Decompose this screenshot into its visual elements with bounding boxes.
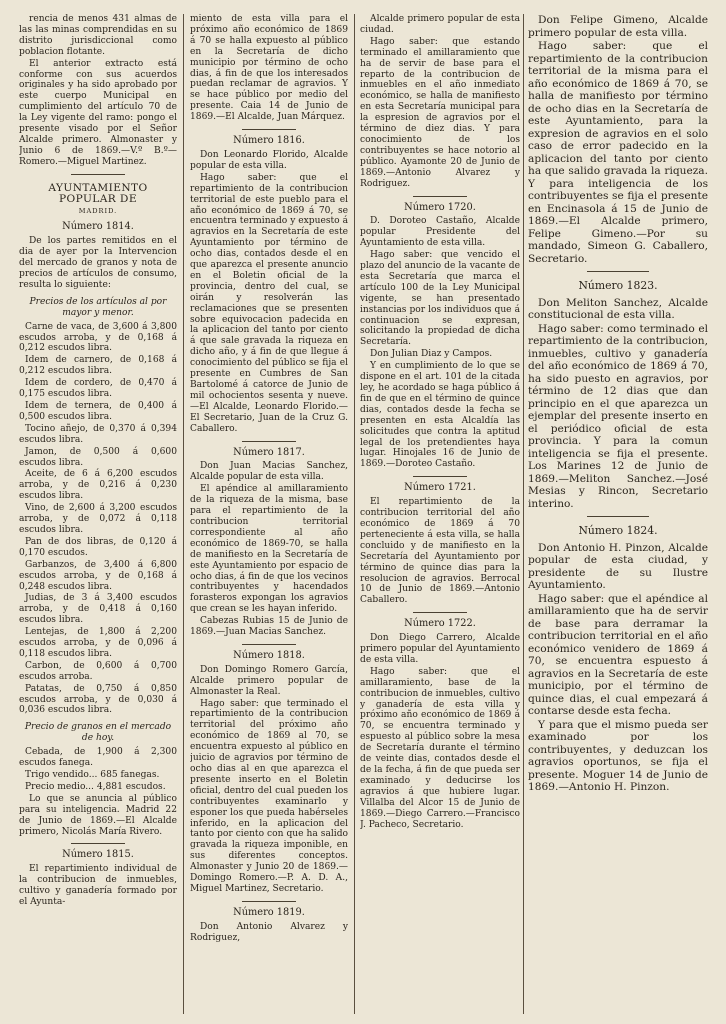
price-item: Pan de dos libras, de 0,120 á 0,170 escudos. [19,536,177,558]
paragraph: Hago saber: que el apéndice al amillaramiento que ha de servir de base para derramar la contribucion territorial en el año económico venidero de 1869 á 70, se encuentra espuesto á agravios en la Secretaría de este municipio, por el término de quince dias, el cual empezará á contarse desde esta fecha. [528,592,708,717]
separator-rule [242,441,296,442]
price-item: Jamon, de 0,500 á 0,600 escudos libra. [19,446,177,468]
price-item: Trigo vendido... 685 fanegas. [25,770,160,780]
price-item: Garbanzos, de 3,400 á 6,800 escudos arroba, y de 0,168 á 0,248 escudos libra. [19,559,177,592]
price-item: Tocino añejo, de 0,370 á 0,394 escudos libra. [19,423,177,445]
paragraph: De los partes remitidos en el dia de ayer por la Intervencion del mercado de granos y nota de precios de artículos de consumo, resulta lo siguiente: [19,236,177,290]
paragraph: Hago saber: que estando terminado el amillaramiento que ha de servir de base para el reparto de la contribucion de inmuebles en el año inmediato económico, se halla de manifiesto en esta Secretaría municipal para la espresion de agravios por el término de diez dias. Y para conocimiento de los contribuyentes se hace notorio al público. Ayamonte 20 de Junio de 1869.—Antonio Alvarez y Rodriguez. [360,36,520,189]
italic-subheading: Precios de los artículos al por mayor y menor. [29,296,167,318]
paragraph: Hago saber: que el repartimiento de la contribucion territorial de la misma para el año económico de 1869 á 70, se halla de manifiesto por término de ocho dias en la Secretaría de este Ayuntamiento, para la expresion de agravios en el solo caso de error padecido en la aplicacion del tanto por ciento ha que salido gravada la riqueza. Y para inteligencia de los contribuyentes se fija el presente en Encinasola á 15 de Junio de 1869.—El Alcalde primero, Felipe Gimeno.—Por su mandado, Simeon G. Caballero, Secretario. [528,40,708,265]
paragraph: D. Doroteo Castaño, Alcalde popular Presidente del Ayuntamiento de esta villa. [360,216,520,249]
column-rule [354,14,355,1014]
paragraph: Don Juan Macias Sanchez, Alcalde popular de esta villa. [190,461,348,483]
paragraph: Don Antonio Alvarez y Rodriguez, [190,921,348,943]
column-2 [190,14,348,1014]
paragraph: Don Meliton Sanchez, Alcalde constitucional de esta villa. [528,296,708,321]
paragraph: El repartimiento individual de la contribucion de inmuebles, cultivo y ganadería formado por el Ayunta- [19,864,177,908]
paragraph: Don Diego Carrero, Alcalde primero popular del Ayuntamiento de esta villa. [360,633,520,665]
separator-rule [71,843,125,844]
column-1 [19,14,177,1014]
separator-rule [242,129,296,130]
column-3 [360,14,520,1014]
notice-number: Número 1720. [404,201,476,213]
column-4 [528,14,708,1014]
column-rule [523,14,524,1014]
notice-number: Número 1819. [233,906,305,918]
separator-rule [242,644,296,645]
notice-number: Número 1817. [233,446,305,458]
paragraph: Hago saber: que vencido el plazo del anuncio de la vacante de esta Secretaría que marca el artículo 100 de la Ley Municipal vigente, se han presentado instancias por los individuos que á continuacion se expresan, solicitando la propiedad de dicha Secretaría. [360,250,520,348]
paragraph: Hago saber: que el repartimiento de la contribucion territorial de este pueblo para el año económico de 1869 á 70, se encuentra terminado y expuesto á agravios en la Secretaría de este Ayuntamiento por término de ocho dias, contados desde el en que aparezca el presente anuncio en el Boletin oficial de la provincia, dentro del cual, se oirán y resolverán las reclamaciones que se presenten sobre equivocacion padecida en la aplicacion del tanto por ciento á que sale gravada la riqueza en dicho año, y á fin de que llegue á conocimiento del público se fija el presente en Cumbres de San Bartolomé á catorce de Junio de mil ochocientos sesenta y nueve.—El Alcalde, Leonardo Florido.—El Secretario, Juan de la Cruz G. Caballero. [190,172,348,434]
price-item: Judias, de 3 á 3,400 escudos arroba, y de 0,418 á 0,160 escudos libra. [19,593,177,626]
price-item: Patatas, de 0,750 á 0,850 escudos arroba, y de 0,030 á 0,036 escudos libra. [19,683,177,716]
paragraph: Y en cumplimiento de lo que se dispone en el art. 101 de la citada ley, he acordado se haga público á fin de que en el término de quince dias, contados desde la fecha se presenten en esta Alcaldía las solicitudes que contra la aptitud legal de los pretendientes haya lugar. Hinojales 16 de Junio de 1869.—Doroteo Castaño. [360,361,520,470]
notice-number: Número 1818. [233,649,305,661]
price-item: Idem de carnero, de 0,168 á 0,212 escudos libra. [19,355,177,377]
paragraph: Alcalde primero popular de esta ciudad. [360,14,520,35]
separator-rule [71,174,125,175]
notice-number: Número 1722. [404,618,476,630]
price-item: Carne de vaca, de 3,600 á 3,800 escudos arroba, y de 0,168 á 0,212 escudos libra. [19,321,177,354]
price-item: Idem de cordero, de 0,470 á 0,175 escudos libra. [19,378,177,400]
price-item: Aceite, de 6 á 6,200 escudos arroba, y de 0,216 á 0,230 escudos libra. [19,469,177,502]
notice-number: Número 1824. [578,524,658,537]
paragraph: Hago saber: que terminado el repartimiento de la contribucion territorial del próximo año económico de 1869 al 70, se encuentra expuesto al público en juicio de agravios por término de ocho dias al en que aparezca el presente inserto en el Boletin oficial, dentro del cual pueden los contribuyentes examinarlo y esponer los que pueda habérseles inferido, en la aplicacion del tanto por ciento con que ha salido gravada la riqueza imponible, en sus diferentes conceptos. Almonaster y Junio 20 de 1869.—Domingo Romero.—P. A. D. A., Miguel Martinez, Secretario. [190,698,348,894]
separator-rule [587,271,648,272]
notice-number: Número 1823. [578,279,658,292]
paragraph-continued: miento de esta villa para el próximo año económico de 1869 á 70 se halla expuesto al público en la Secretaría de dicho municipio por término de ocho dias, á fin de que los interesados puedan reclamar de agravios. Y se hace público por medio del presente. Caia 14 de Junio de 1869.—El Alcalde, Juan Márquez. [190,14,348,123]
paragraph: Y para que el mismo pueda ser examinado por los contribuyentes, y deduzcan los agravios oportunos, se fija el presente. Moguer 14 de Junio de 1869.—Antonio H. Pinzon. [528,718,708,793]
price-item: Cebada, de 1,900 á 2,300 escudos fanega. [19,747,177,769]
separator-rule [413,612,467,613]
separator-rule [413,476,467,477]
price-item: Precio medio... 4,881 escudos. [25,781,166,792]
paragraph: Hago saber: como terminado el repartimiento de la contribucion, inmuebles, cultivo y ganadería del año económico de 1869 á 70, ha sido puesto en agravios, por término de 12 dias que dan principio en el que aparezca un ejemplar del presente inserto en el periódico oficial de esta provincia. Y para la comun inteligencia se fija el presente. Los Marines 12 de Junio de 1869.—Meliton Sanchez.—José Mesias y Rincon, Secretario interino. [528,322,708,510]
section-heading: AYUNTAMIENTO POPULAR DE [48,181,148,205]
paragraph: Don Leonardo Florido, Alcalde popular de esta villa. [190,149,348,171]
paragraph: El repartimiento de la contribucion territorial del año económico de 1869 á 70 perteneciente á esta villa, se halla concluido y de manifiesto en la Secretaría del Ayuntamiento por término de quince dias para la resolucion de agravios. Berrocal 10 de Junio de 1869.—Antonio Caballero. [360,497,520,606]
notice-number: Número 1815. [62,849,134,861]
notice-number: Número 1814. [62,221,134,233]
paragraph: Lo que se anuncia al público para su inteligencia. Madrid 22 de Junio de 1869.—El Alcalde primero, Nicolás María Rivero. [19,793,177,837]
paragraph: El anterior extracto está conforme con sus acuerdos originales y ha sido aprobado por este cuerpo Municipal en cumplimiento del artículo 70 de la Ley vigente del ramo: pongo el presente visado por el Señor Alcalde primero. Almonaster y Junio 6 de 1869.—V.º B.º—Romero.—Miguel Martinez. [19,58,177,167]
column-rule [183,14,184,1014]
separator-rule [587,516,648,517]
paragraph: Don Julian Diaz y Campos. [370,349,493,360]
paragraph: Cabezas Rubias 15 de Junio de 1869.—Juan Macias Sanchez. [190,616,348,638]
separator-rule [413,196,467,197]
italic-subheading: Precio de granos en el mercado de hoy. [24,722,172,744]
price-item: Lentejas, de 1,800 á 2,200 escudos arroba, y de 0,096 á 0,118 escudos libra. [19,627,177,659]
paragraph: Don Felipe Gimeno, Alcalde primero popular de esta villa. [528,14,708,39]
price-item: Idem de ternera, de 0,400 á 0,500 escudos libra. [19,401,177,422]
notice-number: Número 1816. [233,135,305,147]
paragraph: rencia de menos 431 almas de las las minas comprendidas en su distrito jurisdiccional como poblacion flotante. [19,14,177,57]
paragraph: Hago saber: que el amillaramiento, base de la contribucion de inmuebles, cultivo y ganadería de esta villa y próximo año económico de 1869 á 70, se encuentra terminado y espuesto al público sobre la mesa de Secretaría durante el término de veinte dias, contados desde el de la fecha, á fin de que pueda ser examinado y deducirse los agravios á que hubiere lugar. Villalba del Alcor 15 de Junio de 1869.—Diego Carrero.—Francisco J. Pacheco, Secretario. [360,666,520,830]
paragraph: El apéndice al amillaramiento de la riqueza de la misma, base para el repartimiento de la contribucion territorial correspondiente al año económico de 1869-70, se halla de manifiesto en la Secretaría de este Ayuntamiento por espacio de ocho dias, á fin de que los vecinos contribuyentes y hacendados forasteros expongan los agravios que crean se les hayan inferido. [190,484,348,615]
price-item: Carbon, de 0,600 á 0,700 escudos arroba. [19,660,177,682]
notice-number: Número 1721. [404,482,476,494]
price-item: Vino, de 2,600 á 3,200 escudos arroba, y de 0,072 á 0,118 escudos libra. [19,503,177,535]
section-subheading: MADRID. [78,206,118,215]
paragraph: Don Antonio H. Pinzon, Alcalde popular de esta ciudad, y presidente de su Ilustre Ayuntamiento. [528,541,708,591]
paragraph: Don Domingo Romero García, Alcalde primero popular de Almonaster la Real. [190,664,348,697]
separator-rule [242,901,296,902]
